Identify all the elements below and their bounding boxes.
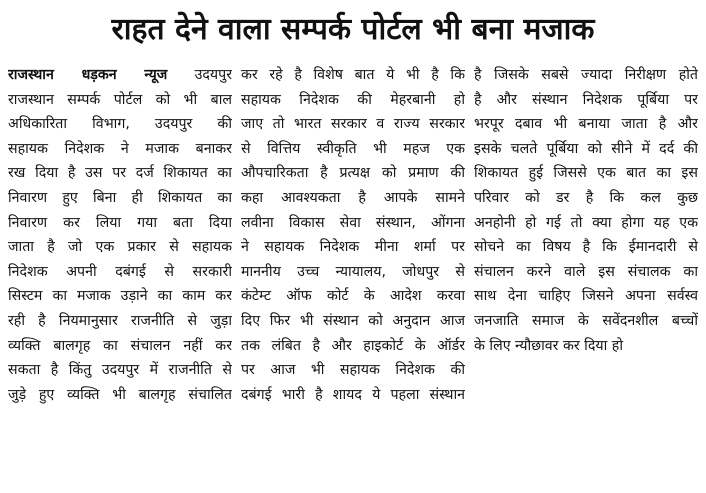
article-line: संचालन करने वाले इस संचालक का	[474, 263, 698, 280]
article-line: पर आज भी सहायक निदेशक की	[241, 362, 465, 379]
article-line: सहायक निदेशक की मेहरबानी हो	[241, 91, 465, 108]
article-line: रही है नियमानुसार राजनीति से जुड़ा	[8, 312, 232, 329]
article-line: भरपूर दबाव भी बनाया जाता है और	[474, 116, 698, 133]
article-line: दिए फिर भी संस्थान को अनुदान आज	[241, 312, 465, 329]
article-line: निवारण कर लिया गया बता दिया	[8, 214, 232, 231]
article-line: कहा आवश्यकता है आपके सामने	[241, 189, 465, 206]
article-line: अधिकारिता विभाग, उदयपुर की	[8, 116, 232, 133]
article-line: अनहोनी हो गई तो क्या होगा यह एक	[474, 214, 698, 231]
article-column-3	[474, 63, 698, 488]
article-line: शिकायत हुई जिससे एक बात का इस	[474, 165, 698, 182]
article-line: है और संस्थान निदेशक पूर्बिया पर	[474, 91, 698, 108]
article-line: राजस्थान सम्पर्क पोर्टल को भी बाल	[8, 91, 232, 108]
article-line: से वित्तिय स्वीकृति भी महज एक	[241, 140, 465, 157]
article-line: माननीय उच्च न्यायालय, जोधपुर से	[241, 263, 465, 280]
article-line: साथ देना चाहिए जिसने अपना सर्वस्व	[474, 288, 698, 305]
article-line: है जिसके सबसे ज्यादा निरीक्षण होते	[474, 67, 698, 83]
article-text: उदयपुर	[167, 67, 232, 83]
article-column-2	[241, 63, 465, 488]
article-line: जाता है जो एक प्रकार से सहायक	[8, 239, 232, 256]
article-line: सिस्टम का मजाक उड़ाने का काम कर	[8, 288, 232, 305]
article-line: जुड़े हुए व्यक्ति भी बालगृह संचालित	[8, 386, 232, 403]
article-line: ने सहायक निदेशक मीना शर्मा पर	[241, 239, 465, 256]
article-line: जनजाति समाज के सवेंदनशील बच्चों	[474, 312, 698, 329]
article-line: सोचने का विषय है कि ईमानदारी से	[474, 239, 698, 256]
article-line	[8, 63, 232, 88]
article-line: व्यक्ति बालगृह का संचालन नहीं कर	[8, 337, 232, 354]
article-line: कंटेम्ट ऑफ कोर्ट के आदेश करवा	[241, 288, 465, 305]
article-line: दबंगई भारी है शायद ये पहला संस्थान	[241, 386, 465, 403]
article-line: निदेशक अपनी दबंगई से सरकारी	[8, 263, 232, 280]
article-line: के लिए न्यौछावर कर दिया हो	[474, 337, 624, 354]
article-line: सकता है किंतु उदयपुर में राजनीति से	[8, 362, 232, 379]
article-line: कर रहे है विशेष बात ये भी है कि	[241, 67, 465, 83]
article-line: तक लंबित है और हाइकोर्ट के ऑर्डर	[241, 337, 465, 354]
article-line: लवीना विकास सेवा संस्थान, ओंगना	[241, 214, 465, 231]
article-column-1	[8, 63, 232, 488]
article-line: परिवार को डर है कि कल कुछ	[474, 189, 698, 206]
article-line: रख दिया है उस पर दर्ज शिकायत का	[8, 165, 232, 182]
article-line: जाए तो भारत सरकार व राज्य सरकार	[241, 116, 465, 133]
headline: राहत देने वाला सम्पर्क पोर्टल भी बना मजाक	[111, 11, 595, 47]
dateline: राजस्थान धड़कन न्यूज	[8, 67, 168, 83]
article-line: औपचारिकता है प्रत्यक्ष को प्रमाण की	[241, 165, 465, 182]
article-line: इसके चलते पूर्बिया को सीने में दर्द की	[474, 140, 698, 157]
article-line: निवारण हुए बिना ही शिकायत का	[8, 189, 232, 206]
article-body	[8, 63, 698, 488]
article-line: सहायक निदेशक ने मजाक बनाकर	[8, 140, 232, 157]
